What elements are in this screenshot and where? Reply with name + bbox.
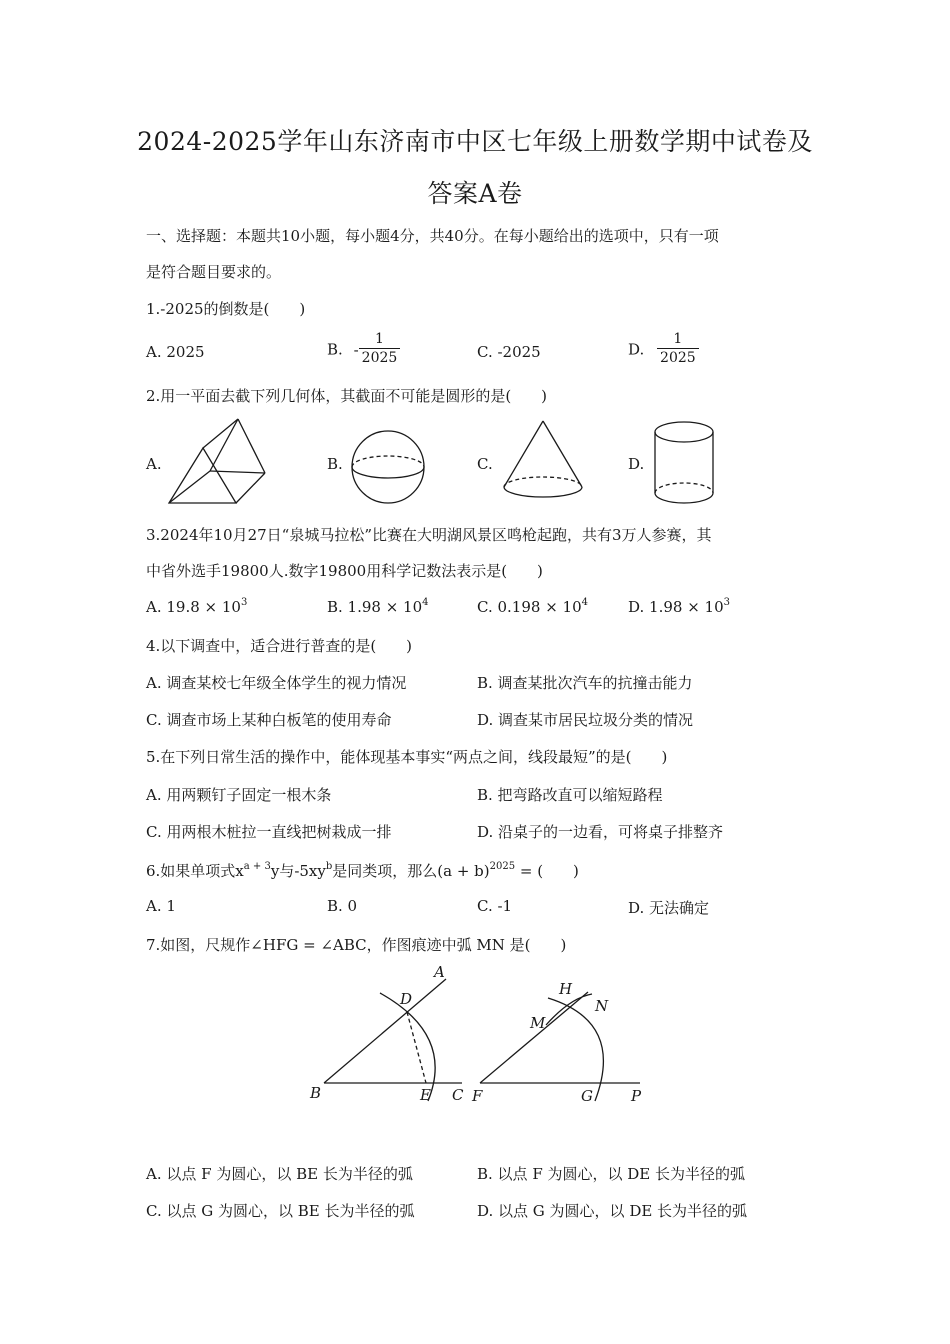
q6-exponent-2025: 2025 xyxy=(489,861,516,872)
question-2-stem: 2.用一平面去截下列几何体，其截面不可能是圆形的是( ) xyxy=(146,387,548,405)
q3-option-d-base: D. 1.98 × 10 xyxy=(628,598,724,616)
q1-option-b-fraction xyxy=(359,331,401,368)
q1-option-b-label: B. xyxy=(327,340,343,359)
question-3-line-1: 3.2024年10月27日“泉城马拉松”比赛在大明湖风景区鸣枪起跑，共有3万人参赛，其 xyxy=(146,526,712,544)
label-n: N xyxy=(595,997,609,1015)
q1-option-d-label: D. xyxy=(628,340,645,359)
ray-fh xyxy=(480,992,588,1083)
q6-stem-part-4: = ( ) xyxy=(515,862,579,880)
q2-option-b-label: B. xyxy=(327,455,343,473)
q3-option-b xyxy=(327,598,429,616)
q6-option-a: A. 1 xyxy=(146,897,176,915)
q4-option-a: A. 调查某校七年级全体学生的视力情况 xyxy=(146,674,407,692)
label-g: G xyxy=(581,1087,593,1105)
q2-option-d-label: D. xyxy=(628,455,645,473)
q1-option-d-fraction xyxy=(657,331,699,368)
label-b: B xyxy=(310,1084,322,1102)
q3-option-a-exponent: 3 xyxy=(240,597,248,608)
question-7-stem: 7.如图，尺规作∠HFG = ∠ABC，作图痕迹中弧 MN 是( ) xyxy=(146,936,567,954)
q6-exponent-a-plus-3: a + 3 xyxy=(243,861,271,872)
q3-option-d xyxy=(628,598,730,616)
q7-option-a: A. 以点 F 为圆心，以 BE 长为半径的弧 xyxy=(146,1165,413,1183)
question-1-stem: 1.-2025的倒数是( ) xyxy=(146,300,306,318)
q1-option-a: A. 2025 xyxy=(146,343,205,361)
label-d: D xyxy=(400,990,413,1008)
q6-stem-part-2: y与-5xy xyxy=(270,862,326,880)
section-header-line-2: 是符合题目要求的。 xyxy=(146,263,282,281)
label-e: E xyxy=(420,1086,431,1104)
q6-option-b: B. 0 xyxy=(327,897,358,915)
q6-exponent-b: b xyxy=(325,861,333,872)
fraction-numerator: 1 xyxy=(375,331,384,347)
q3-option-b-exponent: 4 xyxy=(422,597,429,608)
label-f: F xyxy=(472,1087,483,1105)
question-5-stem: 5.在下列日常生活的操作中，能体现基本事实“两点之间，线段最短”的是( ) xyxy=(146,748,668,766)
fraction-denominator: 2025 xyxy=(359,348,401,368)
q3-option-a xyxy=(146,598,247,616)
q2-option-a-label: A. xyxy=(146,455,162,473)
triangular-prism-figure xyxy=(165,415,270,507)
label-a: A xyxy=(434,963,445,981)
q6-option-c: C. -1 xyxy=(477,897,513,915)
q2-option-c-label: C. xyxy=(477,455,493,473)
section-header-line-1: 一、选择题：本题共10小题，每小题4分，共40分。在每小题给出的选项中，只有一项 xyxy=(146,227,719,245)
q4-option-b: B. 调查某批次汽车的抗撞击能力 xyxy=(477,674,693,692)
q6-stem-part-1: 6.如果单项式x xyxy=(146,862,244,880)
dashed-segment-de xyxy=(407,1012,426,1083)
q4-option-c: C. 调查市场上某种白板笔的使用寿命 xyxy=(146,711,392,729)
label-c: C xyxy=(452,1086,464,1104)
fraction-numerator: 1 xyxy=(673,331,683,347)
arc-de xyxy=(380,993,435,1101)
q1-option-d xyxy=(628,331,699,368)
q1-option-b xyxy=(327,331,400,368)
q3-option-c xyxy=(477,598,588,616)
q5-option-a: A. 用两颗钉子固定一根木条 xyxy=(146,786,332,804)
q7-option-b: B. 以点 F 为圆心，以 DE 长为半径的弧 xyxy=(477,1165,746,1183)
q3-option-c-base: C. 0.198 × 10 xyxy=(477,598,582,616)
cone-figure xyxy=(500,418,586,500)
fraction-denominator: 2025 xyxy=(657,348,699,368)
q4-option-d: D. 调查某市居民垃圾分类的情况 xyxy=(477,711,694,729)
compass-construction-figure xyxy=(300,960,660,1110)
q5-option-d: D. 沿桌子的一边看，可将桌子排整齐 xyxy=(477,823,724,841)
label-h: H xyxy=(559,980,573,998)
page-title-line-1: 2024-2025学年山东济南市中区七年级上册数学期中试卷及 xyxy=(137,127,813,156)
question-3-line-2: 中省外选手19800人.数字19800用科学记数法表示是( ) xyxy=(146,562,543,580)
label-p: P xyxy=(631,1087,642,1105)
q7-option-c: C. 以点 G 为圆心，以 BE 长为半径的弧 xyxy=(146,1202,415,1220)
q3-option-a-base: A. 19.8 × 10 xyxy=(146,598,241,616)
q6-option-d: D. 无法确定 xyxy=(628,899,710,917)
sphere-figure xyxy=(348,427,428,507)
q1-option-b-sign: - xyxy=(353,340,359,359)
ray-ba xyxy=(324,979,446,1083)
cylinder-figure xyxy=(651,417,717,509)
question-6-stem xyxy=(146,860,579,881)
q3-option-b-base: B. 1.98 × 10 xyxy=(327,598,423,616)
label-m: M xyxy=(530,1014,546,1032)
q7-option-d: D. 以点 G 为圆心，以 DE 长为半径的弧 xyxy=(477,1202,748,1220)
q5-option-c: C. 用两根木桩拉一直线把树栽成一排 xyxy=(146,823,392,841)
q3-option-d-exponent: 3 xyxy=(723,597,730,608)
q5-option-b: B. 把弯路改直可以缩短路程 xyxy=(477,786,663,804)
q1-option-c: C. -2025 xyxy=(477,343,541,361)
arc-mn xyxy=(546,994,592,1025)
page-title-line-2: 答案A卷 xyxy=(427,179,523,208)
question-4-stem: 4.以下调查中，适合进行普查的是( ) xyxy=(146,637,413,655)
q6-stem-part-3: 是同类项，那么(a + b) xyxy=(332,862,490,880)
q3-option-c-exponent: 4 xyxy=(581,597,588,608)
